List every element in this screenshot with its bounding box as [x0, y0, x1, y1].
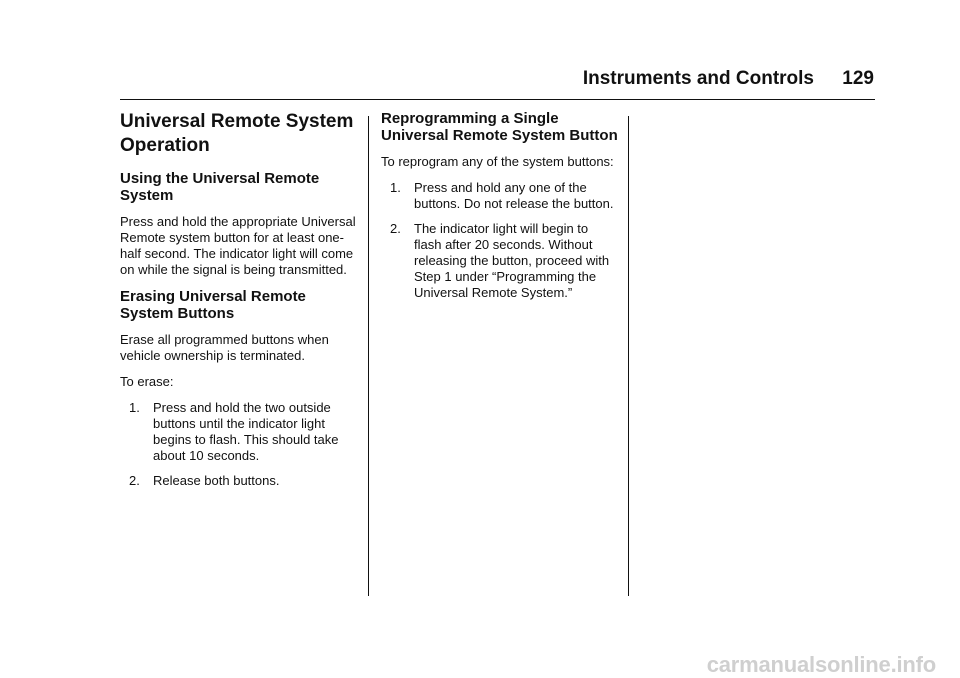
middle-column [381, 110, 619, 310]
page-number: 129 [842, 68, 874, 89]
reprogram-steps [381, 180, 619, 301]
main-heading: Universal Remote System Operation [120, 111, 354, 156]
step-text: The indicator light will begin to flash after 20 seconds. Without releasing the button, proceed with Step 1 under “Programming the Universal Remote System.” [414, 221, 610, 300]
left-column [120, 110, 358, 498]
step-number: 1. [390, 180, 401, 195]
erase-steps [120, 400, 358, 489]
list-item [120, 473, 358, 489]
to-erase-label: To erase: [120, 374, 174, 389]
erasing-heading: Erasing Universal Remote System Buttons [120, 288, 306, 322]
column-divider [628, 116, 629, 596]
step-text: Release both buttons. [153, 473, 280, 488]
list-item [381, 221, 619, 301]
column-divider [368, 116, 369, 596]
erasing-paragraph: Erase all programmed buttons when vehicle ownership is terminated. [120, 332, 329, 363]
watermark: carmanualsonline.info [706, 652, 936, 677]
step-number: 2. [390, 221, 401, 236]
list-item [381, 180, 619, 212]
step-text: Press and hold any one of the buttons. Do not release the button. [414, 180, 614, 211]
step-text: Press and hold the two outside buttons until the indicator light begins to flash. This should take about 10 seconds. [153, 400, 339, 463]
using-heading: Using the Universal Remote System [120, 170, 320, 204]
header-divider [120, 99, 875, 100]
list-item [120, 400, 358, 464]
using-paragraph: Press and hold the appropriate Universal Remote system button for at least one-half second. The indicator light will come on while the signal is being transmitted. [120, 214, 356, 277]
section-title: Instruments and Controls [582, 68, 814, 89]
reprogram-intro: To reprogram any of the system buttons: [381, 154, 614, 169]
step-number: 1. [129, 400, 140, 415]
step-number: 2. [129, 473, 140, 488]
reprogram-heading: Reprogramming a Single Universal Remote System Button [381, 110, 618, 144]
